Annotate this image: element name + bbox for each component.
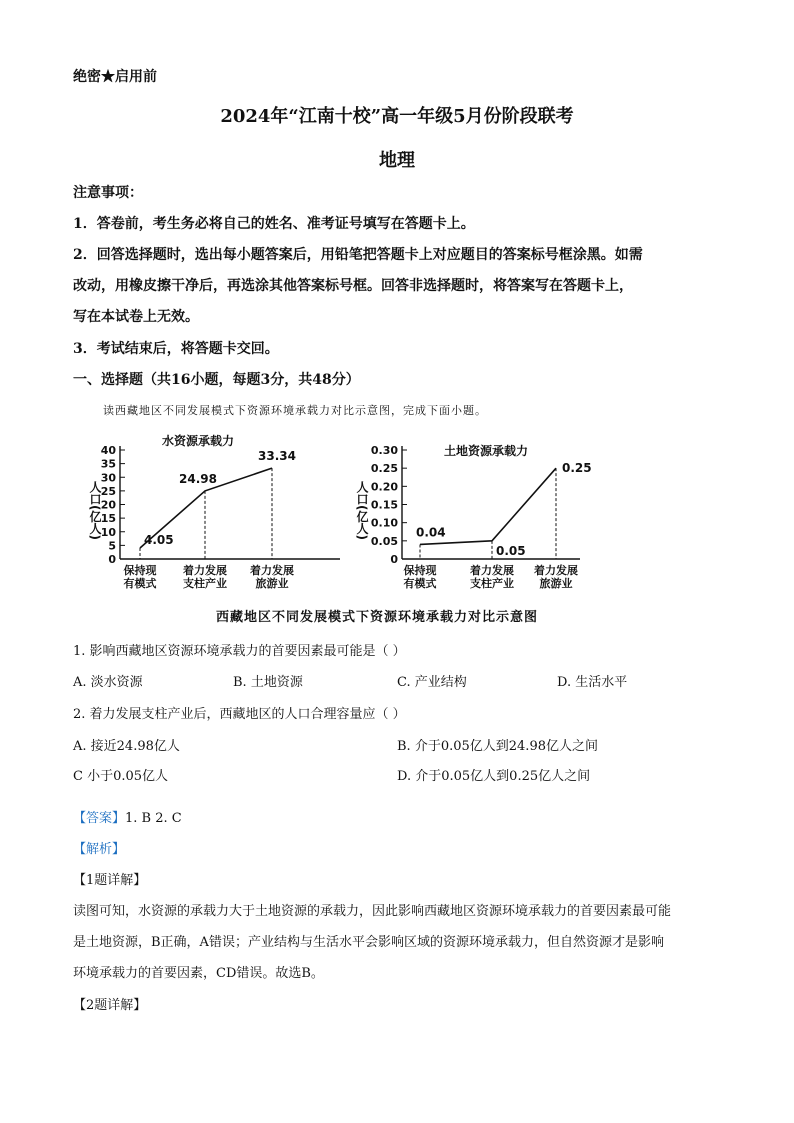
y-tick-label: 0.05 [370,534,398,548]
confidential-label: 绝密★启用前 [73,69,157,85]
exam-title: 2024年“江南十校”高一年级5月份阶段联考 [220,106,574,127]
answer-text: 1. B 2. C [125,811,182,826]
x-category-label: 支柱产业 [183,577,227,590]
y-tick-label: 20 [100,498,116,512]
question-1-option-a: A. 淡水资源 [73,675,143,690]
chart-title: 土地资源承载力 [443,444,529,458]
data-label: 0.05 [496,543,526,558]
x-category-label: 有模式 [123,577,157,590]
subject-title: 地理 [379,150,415,171]
y-tick-label: 0.10 [370,516,398,530]
notice-item-2-line1: 2．回答选择题时，选出每小题答案后，用铅笔把答题卡上对应题目的答案标号框涂黑。如需 [73,247,643,263]
x-category-label: 保持现 [403,564,437,577]
y-tick-label: 15 [100,512,116,526]
y-tick-label: 0 [390,553,398,566]
x-category-label: 着力发展 [470,564,514,577]
answer-line [73,807,182,826]
data-label: 4.05 [144,532,174,547]
y-tick-label: 0.25 [370,462,398,476]
question-1-stem: 1. 影响西藏地区资源环境承载力的首要因素最可能是（ ） [73,644,406,659]
data-label: 0.04 [416,525,446,540]
x-category-label: 着力发展 [534,564,578,577]
notice-item-1: 1．答卷前，考生务必将自己的姓名、准考证号填写在答题卡上。 [73,216,475,232]
y-tick-label: 5 [108,539,116,553]
detail-1-line1: 读图可知，水资源的承载力大于土地资源的承载力，因此影响西藏地区资源环境承载力的首要因素最可能 [73,904,672,919]
x-category-label: 支柱产业 [470,577,514,590]
answer-tag: 【答案】 [73,811,126,826]
detail-1-line3: 环境承载力的首要因素，CD错误。故选B。 [73,966,324,981]
detail-1-line2: 是土地资源，B正确，A错误；产业结构与生活水平会影响区域的资源环境承载力，但自然资源才是影响 [73,935,664,950]
question-2-stem: 2. 着力发展支柱产业后，西藏地区的人口合理容量应（ ） [73,707,406,722]
question-2-option-d: D. 介于0.05亿人到0.25亿人之间 [397,769,591,784]
notice-item-2-line3: 写在本试卷上无效。 [73,309,199,325]
x-category-label: 着力发展 [250,564,294,577]
notice-heading: 注意事项： [73,185,143,201]
x-category-label: 旅游业 [539,577,573,590]
analysis-tag: 【解析】 [73,842,126,857]
y-tick-label: 30 [100,471,116,485]
y-axis-label: 人口(亿人) [355,481,369,540]
question-2-option-c: C 小于0.05亿人 [73,769,169,784]
y-tick-label: 0.20 [370,480,398,494]
y-tick-label: 40 [100,444,116,457]
detail-2-tag: 【2题详解】 [73,998,147,1013]
y-tick-label: 0 [108,553,116,566]
chart-title: 水资源承载力 [161,434,235,448]
y-tick-label: 0.15 [370,498,398,512]
detail-1-tag: 【1题详解】 [73,873,147,888]
question-2-option-a: A. 接近24.98亿人 [73,739,180,754]
data-label: 33.34 [258,449,296,464]
y-tick-label: 0.30 [370,444,398,457]
figure-caption: 西藏地区不同发展模式下资源环境承载力对比示意图 [215,610,538,625]
question-1-option-c: C. 产业结构 [397,675,467,690]
question-1-option-d: D. 生活水平 [557,675,628,690]
y-tick-label: 25 [100,484,116,498]
x-category-label: 旅游业 [255,577,289,590]
data-label: 24.98 [179,471,217,486]
question-1-option-b: B. 土地资源 [233,675,303,690]
y-axis-label: 人口(亿人) [88,481,102,540]
section-intro: 读西藏地区不同发展模式下资源环境承载力对比示意图，完成下面小题。 [103,404,487,417]
y-tick-label: 35 [100,457,116,471]
x-category-label: 有模式 [403,577,437,590]
data-label: 0.25 [562,461,592,476]
question-2-option-b: B. 介于0.05亿人到24.98亿人之间 [397,739,598,754]
x-category-label: 着力发展 [183,564,227,577]
x-category-label: 保持现 [123,564,157,577]
y-tick-label: 10 [100,525,116,539]
notice-item-3: 3．考试结束后，将答题卡交回。 [73,341,279,357]
section-heading: 一、选择题（共16小题，每题3分，共48分） [73,372,360,388]
notice-item-2-line2: 改动，用橡皮擦干净后，再选涂其他答案标号框。回答非选择题时，将答案写在答题卡上， [73,278,633,294]
